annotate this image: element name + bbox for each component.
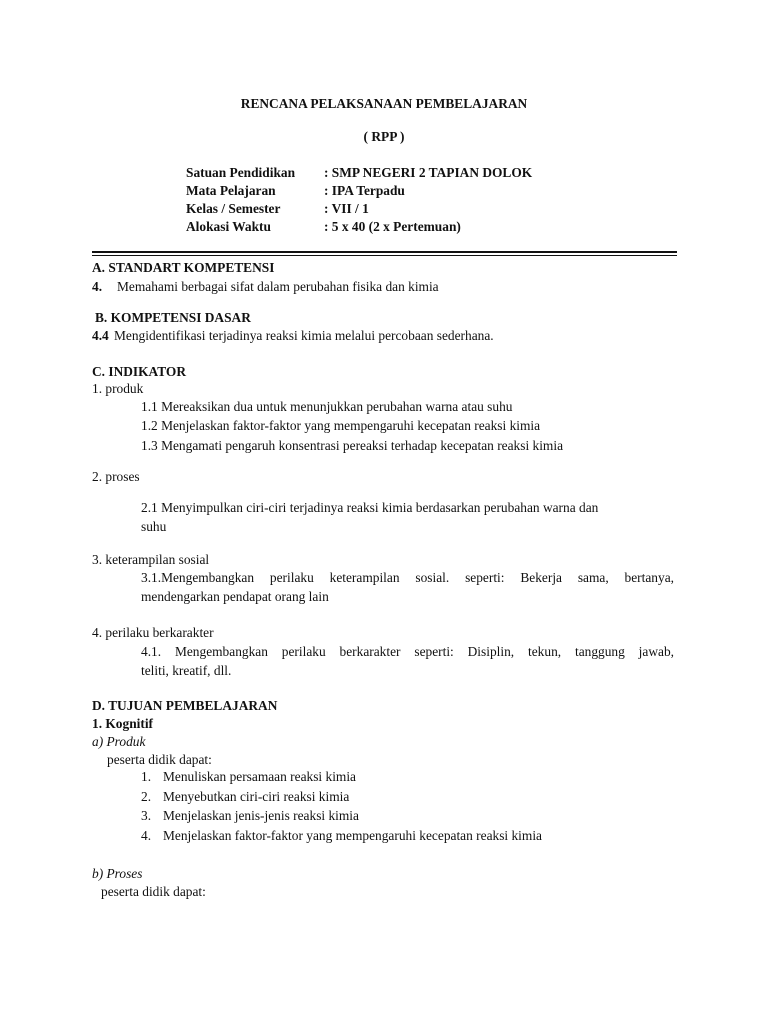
header-divider-thin: [92, 255, 677, 256]
meta-value: : IPA Terpadu: [324, 183, 405, 198]
section-b-heading: B. KOMPETENSI DASAR: [95, 310, 251, 325]
header-divider-thick: [92, 251, 677, 253]
section-d-heading: D. TUJUAN PEMBELAJARAN: [92, 698, 278, 713]
indikator-sosial-line: mendengarkan pendapat orang lain: [141, 589, 329, 604]
section-c-heading: C. INDIKATOR: [92, 364, 186, 379]
tujuan-proses-intro: peserta didik dapat:: [101, 884, 206, 899]
list-item: Menuliskan persamaan reaksi kimia: [163, 769, 356, 784]
meta-label: Kelas / Semester: [186, 201, 281, 216]
indikator-produk-item: 1.3 Mengamati pengaruh konsentrasi pereaksi terhadap kecepatan reaksi kimia: [141, 438, 564, 453]
meta-value: : VII / 1: [324, 201, 369, 216]
indikator-karakter-label: 4. perilaku berkarakter: [92, 625, 214, 640]
tujuan-produk-label: a) Produk: [92, 734, 146, 749]
meta-value: : SMP NEGERI 2 TAPIAN DOLOK: [324, 165, 533, 180]
section-a-number: 4.: [92, 279, 103, 294]
kognitif-heading: 1. Kognitif: [92, 716, 154, 731]
indikator-proses-line: 2.1 Menyimpulkan ciri-ciri terjadinya reaksi kimia berdasarkan perubahan warna dan: [141, 500, 599, 515]
list-item-number: 2.: [141, 789, 152, 804]
indikator-karakter-line: teliti, kreatif, dll.: [141, 663, 232, 678]
meta-label: Satuan Pendidikan: [186, 165, 296, 180]
meta-label: Mata Pelajaran: [186, 183, 276, 198]
tujuan-proses-label: b) Proses: [92, 866, 143, 881]
document-title: RENCANA PELAKSANAAN PEMBELAJARAN: [240, 96, 528, 111]
indikator-proses-label: 2. proses: [92, 469, 140, 484]
list-item-number: 3.: [141, 808, 152, 823]
list-item: Menyebutkan ciri-ciri reaksi kimia: [163, 789, 350, 804]
list-item: Menjelaskan jenis-jenis reaksi kimia: [163, 808, 359, 823]
indikator-produk-label: 1. produk: [92, 381, 144, 396]
tujuan-produk-intro: peserta didik dapat:: [107, 752, 212, 767]
document-subtitle: ( RPP ): [363, 129, 405, 144]
meta-value: : 5 x 40 (2 x Pertemuan): [324, 219, 461, 234]
indikator-karakter-line: 4.1. Mengembangkan perilaku berkarakter seperti: Disiplin, tekun, tanggung jawab,: [141, 644, 674, 659]
list-item: Menjelaskan faktor-faktor yang mempengaruhi kecepatan reaksi kimia: [163, 828, 542, 843]
section-b-text: Mengidentifikasi terjadinya reaksi kimia melalui percobaan sederhana.: [114, 328, 494, 343]
section-b-number: 4.4: [92, 328, 109, 343]
list-item-number: 4.: [141, 828, 152, 843]
indikator-sosial-label: 3. keterampilan sosial: [92, 552, 210, 567]
list-item-number: 1.: [141, 769, 152, 784]
indikator-produk-item: 1.2 Menjelaskan faktor-faktor yang mempengaruhi kecepatan reaksi kimia: [141, 418, 541, 433]
indikator-proses-line: suhu: [141, 519, 167, 534]
meta-label: Alokasi Waktu: [186, 219, 271, 234]
section-a-heading: A. STANDART KOMPETENSI: [92, 260, 275, 275]
indikator-sosial-line: 3.1.Mengembangkan perilaku keterampilan sosial. seperti: Bekerja sama, bertanya,: [141, 570, 674, 585]
section-a-text: Memahami berbagai sifat dalam perubahan fisika dan kimia: [117, 279, 439, 294]
indikator-produk-item: 1.1 Mereaksikan dua untuk menunjukkan perubahan warna atau suhu: [141, 399, 513, 414]
